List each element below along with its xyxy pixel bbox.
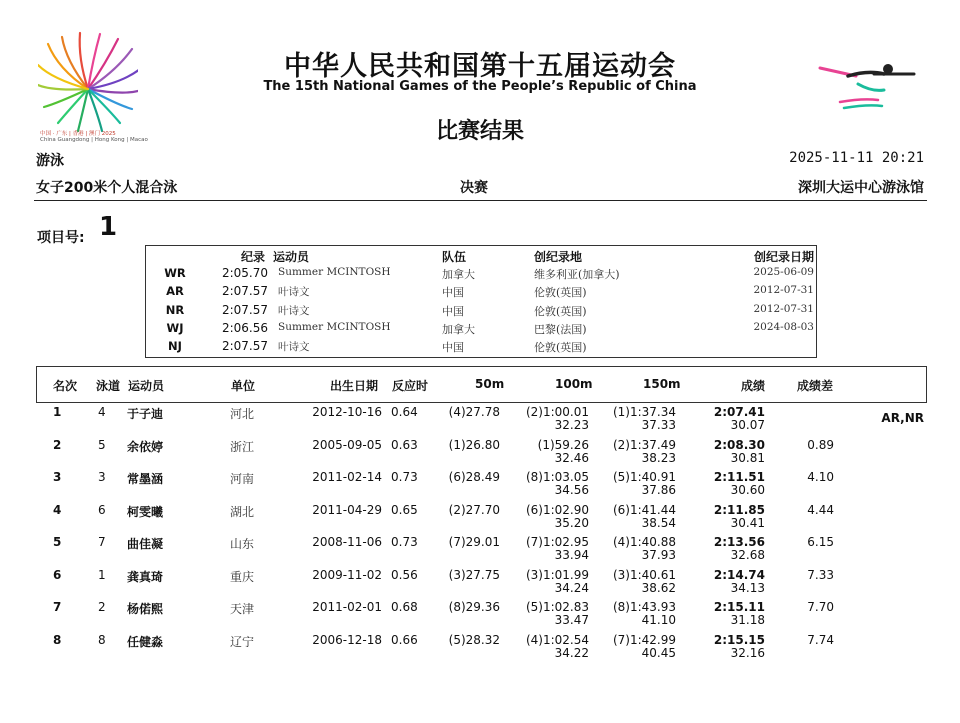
result-rank: 8 — [53, 632, 62, 647]
result-s50: (3)27.75 — [448, 567, 500, 582]
result-s150: (7)1:42.99 — [612, 632, 676, 647]
result-result: 2:11.85 — [713, 502, 765, 517]
result-lane: 1 — [98, 567, 106, 582]
result-result: 2:15.15 — [713, 632, 765, 647]
result-result-split: 30.81 — [730, 450, 765, 465]
col-dob: 出生日期 — [330, 379, 379, 393]
event-phase: 决赛 — [460, 180, 488, 196]
result-s50: (7)29.01 — [448, 535, 500, 549]
result-s150-split: 37.93 — [641, 548, 676, 562]
result-s50: (4)27.78 — [448, 405, 500, 419]
result-s150-split: 38.62 — [641, 580, 676, 595]
games-title-en: The 15th National Games of the People’s Republic of China — [263, 79, 697, 94]
result-rt: 0.73 — [391, 470, 418, 484]
result-s100-split: 32.46 — [554, 450, 589, 465]
result-name: 任健淼 — [127, 634, 164, 649]
result-s100: (4)1:02.54 — [525, 632, 589, 647]
result-name: 曲佳凝 — [127, 537, 164, 551]
result-row — [0, 438, 960, 470]
result-lane: 2 — [98, 600, 106, 614]
record-holder: Summer MCINTOSH — [278, 266, 391, 278]
result-result: 2:07.41 — [713, 405, 765, 419]
result-s150-split: 38.23 — [641, 450, 676, 465]
result-row — [0, 535, 960, 567]
result-s50: (1)26.80 — [448, 437, 500, 452]
records-table — [145, 245, 817, 358]
result-row — [0, 568, 960, 600]
result-diff: 0.89 — [807, 437, 834, 452]
result-lane: 5 — [98, 437, 106, 452]
result-rank: 3 — [53, 470, 62, 484]
result-rt: 0.68 — [391, 600, 418, 614]
result-dob: 2011-02-01 — [312, 600, 382, 614]
result-dob: 2011-02-14 — [312, 470, 382, 484]
result-rt: 0.73 — [391, 535, 418, 549]
result-unit: 湖北 — [230, 504, 255, 519]
col-unit: 单位 — [231, 379, 256, 393]
result-diff: 7.70 — [807, 600, 834, 614]
result-s150: (6)1:41.44 — [612, 502, 676, 517]
record-row — [146, 283, 816, 301]
col-reaction: 反应时 — [392, 379, 429, 393]
result-rank: 4 — [53, 502, 62, 517]
record-holder: 叶诗文 — [278, 341, 310, 354]
result-result-split: 32.68 — [730, 548, 765, 562]
result-lane: 3 — [98, 470, 106, 484]
result-result: 2:15.11 — [713, 600, 765, 614]
result-s100-split: 35.20 — [554, 515, 589, 530]
result-rt: 0.64 — [391, 405, 418, 419]
result-rt: 0.63 — [391, 437, 418, 452]
result-rank: 2 — [53, 437, 62, 452]
logo-caption-cn: 中国 · 广东 | 香港 | 澳门 2025 — [40, 131, 116, 137]
result-s50: (2)27.70 — [448, 502, 500, 517]
col-rank: 名次 — [53, 379, 78, 393]
result-result: 2:08.30 — [713, 437, 765, 452]
record-date: 2012-07-31 — [753, 302, 814, 315]
sport-label: 游泳 — [36, 153, 64, 169]
result-lane: 4 — [98, 405, 106, 419]
event-number: 1 — [99, 212, 118, 242]
record-place: 巴黎(法国) — [534, 322, 587, 336]
event-number-label: 项目号: — [37, 230, 85, 246]
result-dob: 2005-09-05 — [312, 437, 382, 452]
report-datetime: 2025-11-11 20:21 — [789, 150, 924, 166]
result-unit: 浙江 — [230, 439, 255, 454]
result-s150: (2)1:37.49 — [612, 437, 676, 452]
result-result-split: 30.07 — [730, 418, 765, 432]
result-s150: (1)1:37.34 — [612, 405, 676, 419]
records-header-athlete: 运动员 — [273, 250, 310, 264]
event-name: 女子200米个人混合泳 — [36, 180, 178, 196]
records-header-date: 创纪录日期 — [753, 250, 814, 264]
record-place: 伦敦(英国) — [534, 286, 587, 300]
header-divider — [34, 200, 927, 201]
result-rt: 0.65 — [391, 502, 418, 517]
result-row — [0, 470, 960, 502]
record-team: 中国 — [442, 286, 464, 300]
result-unit: 河南 — [230, 472, 255, 486]
result-unit: 河北 — [230, 407, 255, 421]
result-s50: (8)29.36 — [448, 600, 500, 614]
result-unit: 山东 — [230, 537, 255, 551]
record-time: 2:07.57 — [221, 302, 268, 317]
result-result-split: 32.16 — [730, 645, 765, 660]
record-place: 维多利亚(加拿大) — [534, 268, 620, 281]
result-lane: 8 — [98, 632, 106, 647]
games-title-cn: 中华人民共和国第十五届运动会 — [284, 51, 676, 82]
record-type: AR — [166, 284, 184, 299]
result-s150-split: 40.45 — [641, 645, 676, 660]
col-athlete: 运动员 — [128, 379, 165, 393]
record-type: NR — [165, 302, 185, 317]
result-s150: (8)1:43.93 — [612, 600, 676, 614]
result-name: 柯雯曦 — [127, 504, 164, 519]
result-lane: 6 — [98, 502, 106, 517]
records-header-place: 创纪录地 — [534, 250, 583, 264]
result-s100-split: 33.94 — [554, 548, 589, 562]
result-rank: 7 — [53, 600, 62, 614]
result-rank: 6 — [53, 567, 62, 582]
result-diff: 4.44 — [807, 502, 834, 517]
result-name: 常墨涵 — [127, 472, 164, 486]
result-unit: 重庆 — [230, 569, 255, 584]
record-team: 加拿大 — [442, 322, 475, 336]
record-time: 2:07.57 — [221, 284, 268, 299]
col-100m: 100m — [555, 377, 593, 391]
result-result-split: 30.41 — [730, 515, 765, 530]
result-s150: (4)1:40.88 — [612, 535, 676, 549]
result-s150-split: 37.86 — [641, 483, 676, 497]
record-holder: 叶诗文 — [278, 304, 310, 317]
result-s100-split: 33.47 — [554, 613, 589, 627]
result-unit: 辽宁 — [230, 634, 255, 649]
record-type: WR — [164, 266, 186, 280]
record-row — [146, 338, 816, 356]
result-diff: 7.33 — [807, 567, 834, 582]
result-s100: (3)1:01.99 — [525, 567, 589, 582]
result-result: 2:14.74 — [713, 567, 765, 582]
record-type: NJ — [168, 339, 182, 354]
record-date: 2025-06-09 — [753, 266, 814, 278]
record-holder: Summer MCINTOSH — [278, 320, 391, 333]
result-name: 杨偌熙 — [127, 602, 164, 616]
result-diff: 4.10 — [807, 470, 834, 484]
result-name: 龚真琦 — [127, 569, 164, 584]
record-team: 中国 — [442, 341, 464, 355]
result-s100-split: 34.56 — [554, 483, 589, 497]
logo-caption-en: China Guangdong | Hong Kong | Macao — [40, 137, 148, 143]
result-name: 余依婷 — [127, 439, 164, 454]
result-s100: (5)1:02.83 — [525, 600, 589, 614]
result-rt: 0.56 — [391, 567, 418, 582]
result-s150-split: 41.10 — [641, 613, 676, 627]
result-row — [0, 600, 960, 632]
col-diff: 成绩差 — [797, 379, 834, 393]
record-row — [146, 302, 816, 320]
result-s100: (7)1:02.95 — [525, 535, 589, 549]
records-header-team: 队伍 — [442, 250, 467, 264]
record-date: 2024-08-03 — [753, 320, 814, 333]
result-row — [0, 503, 960, 535]
result-s100-split: 34.24 — [554, 580, 589, 595]
result-rt: 0.66 — [391, 632, 418, 647]
col-lane: 泳道 — [96, 379, 121, 393]
result-lane: 7 — [98, 535, 106, 549]
record-type: WJ — [166, 320, 184, 335]
result-row — [0, 633, 960, 665]
record-place: 伦敦(英国) — [534, 304, 587, 318]
result-s50: (5)28.32 — [448, 632, 500, 647]
result-result-split: 30.60 — [730, 483, 765, 497]
result-result: 2:11.51 — [713, 470, 765, 484]
results-header — [36, 366, 927, 403]
result-s150-split: 37.33 — [641, 418, 676, 432]
result-rec: AR,NR — [881, 411, 924, 425]
result-s150-split: 38.54 — [641, 515, 676, 530]
record-row — [146, 320, 816, 338]
result-s100: (1)59.26 — [537, 437, 589, 452]
result-result-split: 31.18 — [730, 613, 765, 627]
record-time: 2:06.56 — [221, 320, 268, 335]
record-team: 中国 — [442, 304, 464, 318]
record-time: 2:05.70 — [221, 266, 268, 280]
record-team: 加拿大 — [442, 268, 475, 281]
record-row — [146, 265, 816, 283]
result-dob: 2006-12-18 — [312, 632, 382, 647]
result-diff: 6.15 — [807, 535, 834, 549]
record-time: 2:07.57 — [221, 339, 268, 354]
records-header-record: 纪录 — [241, 250, 266, 264]
result-rank: 5 — [53, 535, 62, 549]
venue-name: 深圳大运中心游泳馆 — [798, 180, 924, 196]
col-result: 成绩 — [741, 379, 766, 393]
record-place: 伦敦(英国) — [534, 341, 587, 355]
col-150m: 150m — [643, 377, 681, 391]
result-name: 于子迪 — [127, 407, 164, 421]
result-diff: 7.74 — [807, 632, 834, 647]
result-result-split: 34.13 — [730, 580, 765, 595]
result-s100-split: 34.22 — [554, 645, 589, 660]
result-s100: (6)1:02.90 — [525, 502, 589, 517]
result-unit: 天津 — [230, 602, 255, 616]
results-title: 比赛结果 — [435, 119, 524, 144]
record-date: 2012-07-31 — [753, 284, 814, 297]
result-s50: (6)28.49 — [448, 470, 500, 484]
result-s100-split: 32.23 — [554, 418, 589, 432]
result-s100: (8)1:03.05 — [525, 470, 589, 484]
result-s150: (5)1:40.91 — [612, 470, 676, 484]
record-holder: 叶诗文 — [278, 286, 310, 299]
result-dob: 2009-11-02 — [312, 567, 382, 582]
result-s150: (3)1:40.61 — [612, 567, 676, 582]
result-s100: (2)1:00.01 — [525, 405, 589, 419]
result-dob: 2011-04-29 — [312, 502, 382, 517]
result-dob: 2012-10-16 — [312, 405, 382, 419]
swimming-icon — [818, 62, 918, 112]
result-result: 2:13.56 — [713, 535, 765, 549]
result-row — [0, 405, 960, 437]
result-dob: 2008-11-06 — [312, 535, 382, 549]
col-50m: 50m — [475, 377, 505, 391]
result-rank: 1 — [53, 405, 62, 419]
